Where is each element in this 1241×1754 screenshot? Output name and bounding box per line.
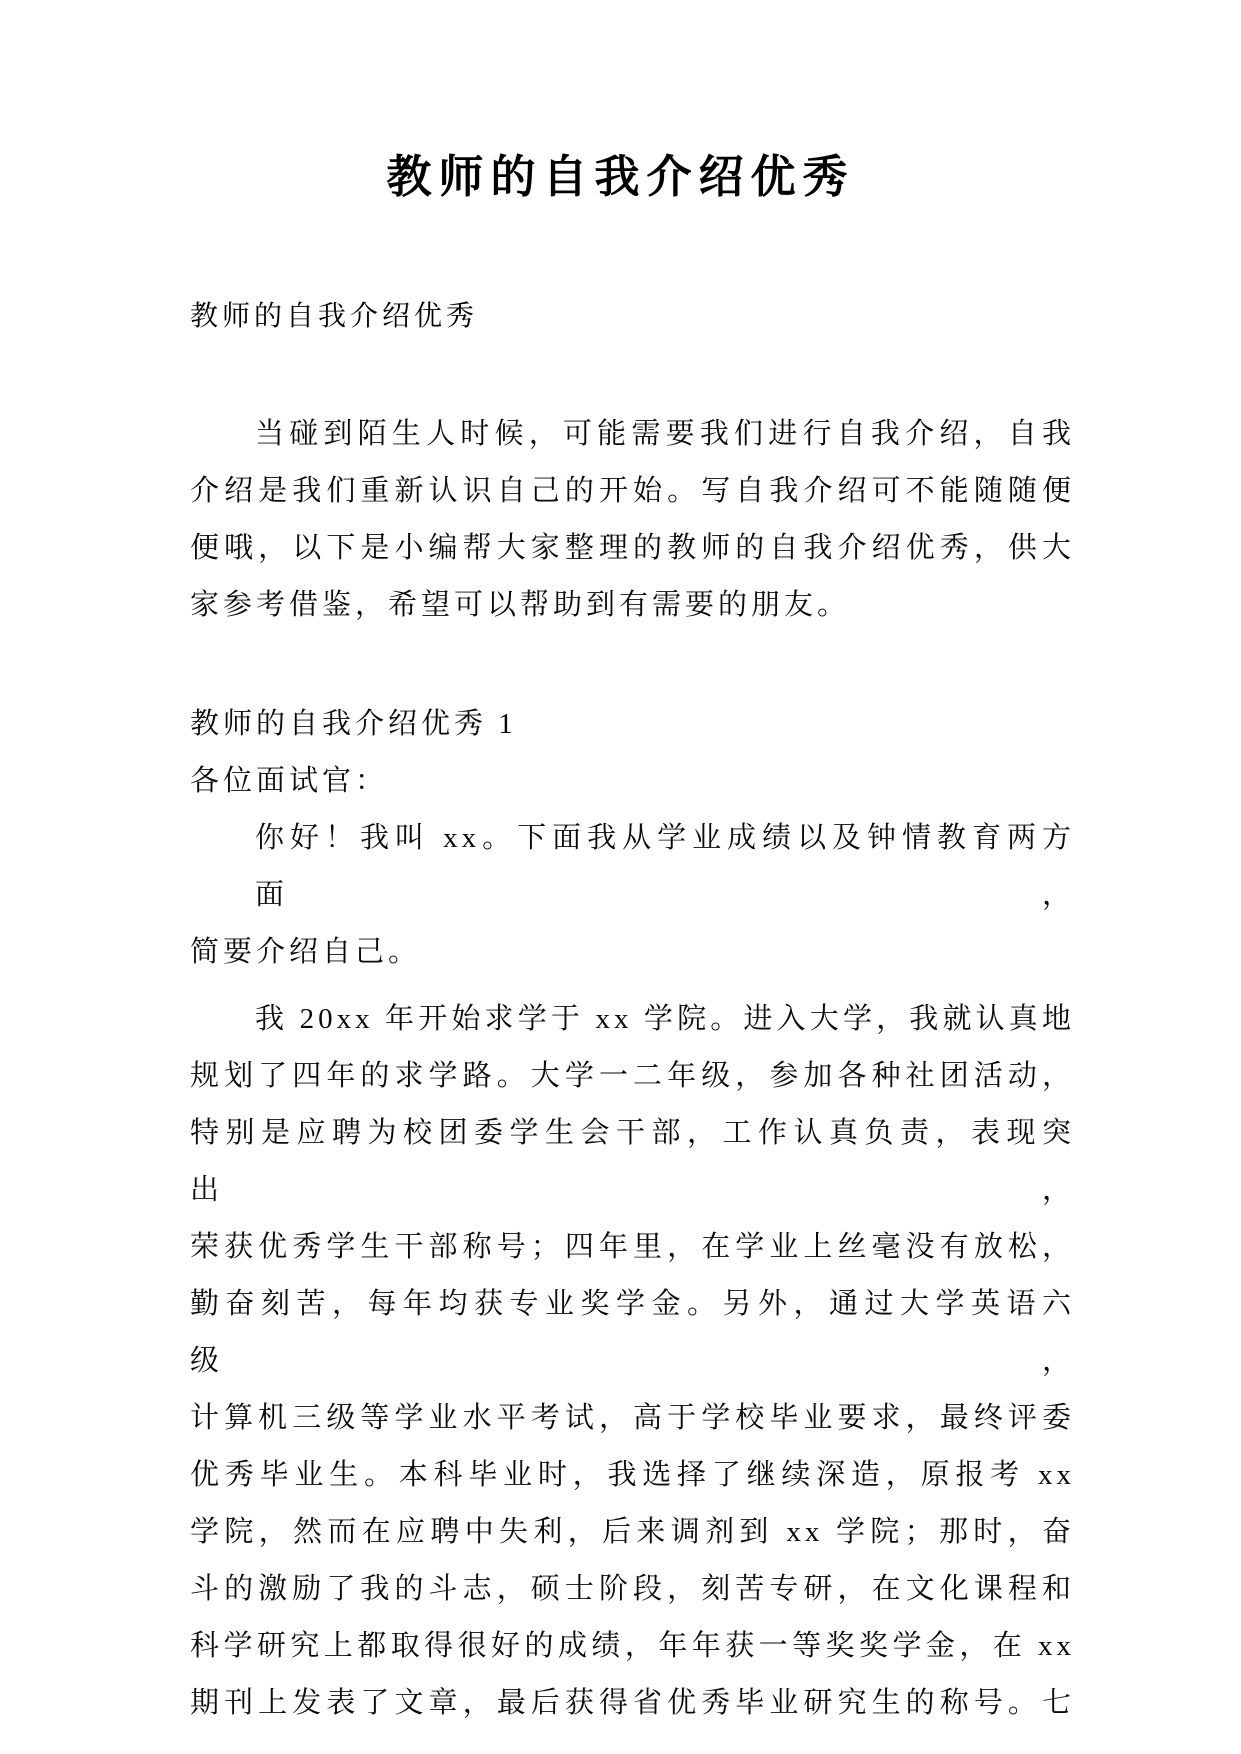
paragraph — [190, 810, 1075, 981]
text-line: 计算机三级等学业水平考试，高于学校毕业要求，最终评委 — [190, 1402, 1075, 1434]
text-line: 优秀毕业生。本科毕业时，我选择了继续深造，原报考 xx — [190, 1459, 1075, 1491]
text-line: 斗的激励了我的斗志，硕士阶段，刻苦专研，在文化课程和 — [190, 1573, 1075, 1605]
text-line: 家参考借鉴，希望可以帮助到有需要的朋友。 — [190, 589, 851, 621]
text-line: 当碰到陌生人时候，可能需要我们进行自我介绍，自我 — [255, 418, 1075, 450]
paragraph — [190, 406, 1075, 634]
text-line: 我 20xx 年开始求学于 xx 学院。进入大学，我就认真地 — [255, 1003, 1075, 1035]
text-line: 便哦，以下是小编帮大家整理的教师的自我介绍优秀，供大 — [190, 532, 1075, 564]
text-line: 特别是应聘为校团委学生会干部，工作认真负责，表现突出， — [190, 1117, 1075, 1206]
text-line: 学院，然而在应聘中失利，后来调剂到 xx 学院；那时，奋 — [190, 1516, 1075, 1548]
document-body — [0, 406, 1075, 1732]
salutation-line: 各位面试官： — [190, 765, 389, 797]
text-line: 科学研究上都取得很好的成绩，年年获一等奖奖学金，在 xx — [190, 1630, 1075, 1662]
text-line: 简要介绍自己。 — [190, 936, 422, 968]
document-subtitle: 教师的自我介绍优秀 — [190, 301, 479, 332]
paragraph — [190, 991, 1075, 1732]
text-line: 荣获优秀学生干部称号；四年里，在学业上丝毫没有放松， — [190, 1231, 1075, 1263]
text-line: 期刊上发表了文章，最后获得省优秀毕业研究生的称号。七 — [190, 1687, 1075, 1719]
text-line: 规划了四年的求学路。大学一二年级，参加各种社团活动， — [190, 1060, 1075, 1092]
text-line: 介绍是我们重新认识自己的开始。写自我介绍可不能随随便 — [190, 475, 1075, 507]
section-heading: 教师的自我介绍优秀 1 — [190, 708, 517, 740]
text-line: 勤奋刻苦，每年均获专业奖学金。另外，通过大学英语六级， — [190, 1288, 1075, 1377]
document-title: 教师的自我介绍优秀 — [386, 152, 855, 202]
text-line: 你好！我叫 xx。下面我从学业成绩以及钟情教育两方面， — [255, 822, 1075, 911]
